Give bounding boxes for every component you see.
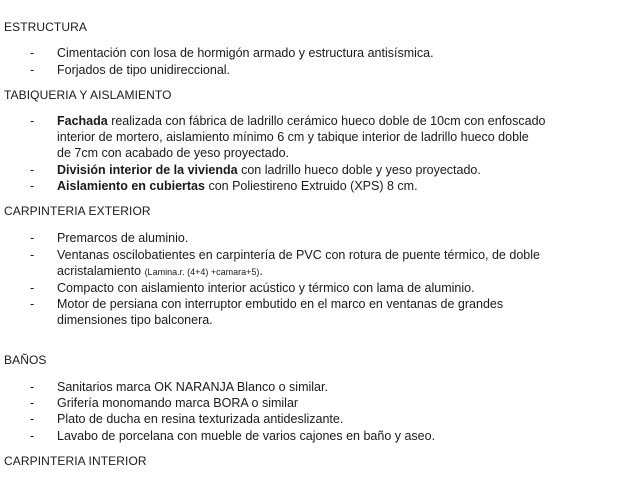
bullet-dash: - [30, 163, 35, 177]
item-text: . [259, 264, 263, 278]
section-heading-tabiqueria: TABIQUERIA Y AISLAMIENTO [4, 88, 172, 102]
item-text: de 7cm con acabado de yeso proyectado. [57, 146, 290, 160]
bold-term: Aislamiento en cubiertas [57, 179, 205, 193]
item-text: con ladrillo hueco doble y yeso proyectado. [237, 163, 481, 177]
item-text: realizada con fábrica de ladrillo cerámico hueco doble de 10cm con enfoscado [107, 114, 546, 128]
item-text: interior de mortero, aislamiento mínimo 6 cm y tabique interior de ladrillo hueco doble [57, 130, 529, 144]
section-heading-banos: BAÑOS [4, 353, 47, 367]
bullet-dash: - [30, 412, 35, 426]
bullet-dash: - [30, 429, 35, 443]
item-text: Motor de persiana con interruptor embutido en el marco en ventanas de grandes [57, 297, 504, 311]
list-item: Plato de ducha en resina texturizada antideslizante. [57, 412, 344, 426]
list-item-division [57, 162, 640, 178]
bullet-dash: - [30, 281, 35, 295]
list-item-fachada [57, 113, 640, 161]
bullet-dash: - [30, 179, 35, 193]
list-item: Cimentación con losa de hormigón armado y estructura antisísmica. [57, 46, 434, 60]
list-item-aislamiento [57, 178, 640, 194]
bold-term: Fachada [57, 114, 108, 128]
bullet-dash: - [30, 248, 35, 262]
bullet-dash: - [30, 63, 35, 77]
bullet-dash: - [30, 396, 35, 410]
item-text: Ventanas oscilobatientes en carpintería de PVC con rotura de puente térmico, de doble [57, 248, 540, 262]
bold-term: División interior de la vivienda [57, 163, 238, 177]
section-heading-estructura: ESTRUCTURA [4, 20, 88, 34]
bullet-dash: - [30, 114, 35, 128]
section-heading-carpinteria-interior: CARPINTERIA INTERIOR [4, 454, 147, 468]
section-heading-carpinteria-exterior: CARPINTERIA EXTERIOR [4, 204, 151, 218]
item-text: con Poliestireno Extruido (XPS) 8 cm. [204, 179, 418, 193]
list-item: Grifería monomando marca BORA o similar [57, 396, 299, 410]
bullet-dash: - [30, 380, 35, 394]
bullet-dash: - [30, 46, 35, 60]
list-item: Premarcos de aluminio. [57, 231, 189, 245]
list-item-motor [57, 296, 640, 328]
list-item-ventanas [57, 247, 640, 280]
list-item: Lavabo de porcelana con mueble de varios cajones en baño y aseo. [57, 429, 436, 443]
item-text: dimensiones tipo balconera. [57, 313, 213, 327]
list-item: Sanitarios marca OK NARANJA Blanco o similar. [57, 380, 328, 394]
bullet-dash: - [30, 231, 35, 245]
list-item: Compacto con aislamiento interior acústico y térmico con lama de aluminio. [57, 281, 475, 295]
small-note: (Lamina.r. (4+4) +camara+5) [144, 267, 260, 277]
bullet-dash: - [30, 297, 35, 311]
list-item: Forjados de tipo unidireccional. [57, 63, 231, 77]
item-text: acristalamiento [57, 264, 142, 278]
